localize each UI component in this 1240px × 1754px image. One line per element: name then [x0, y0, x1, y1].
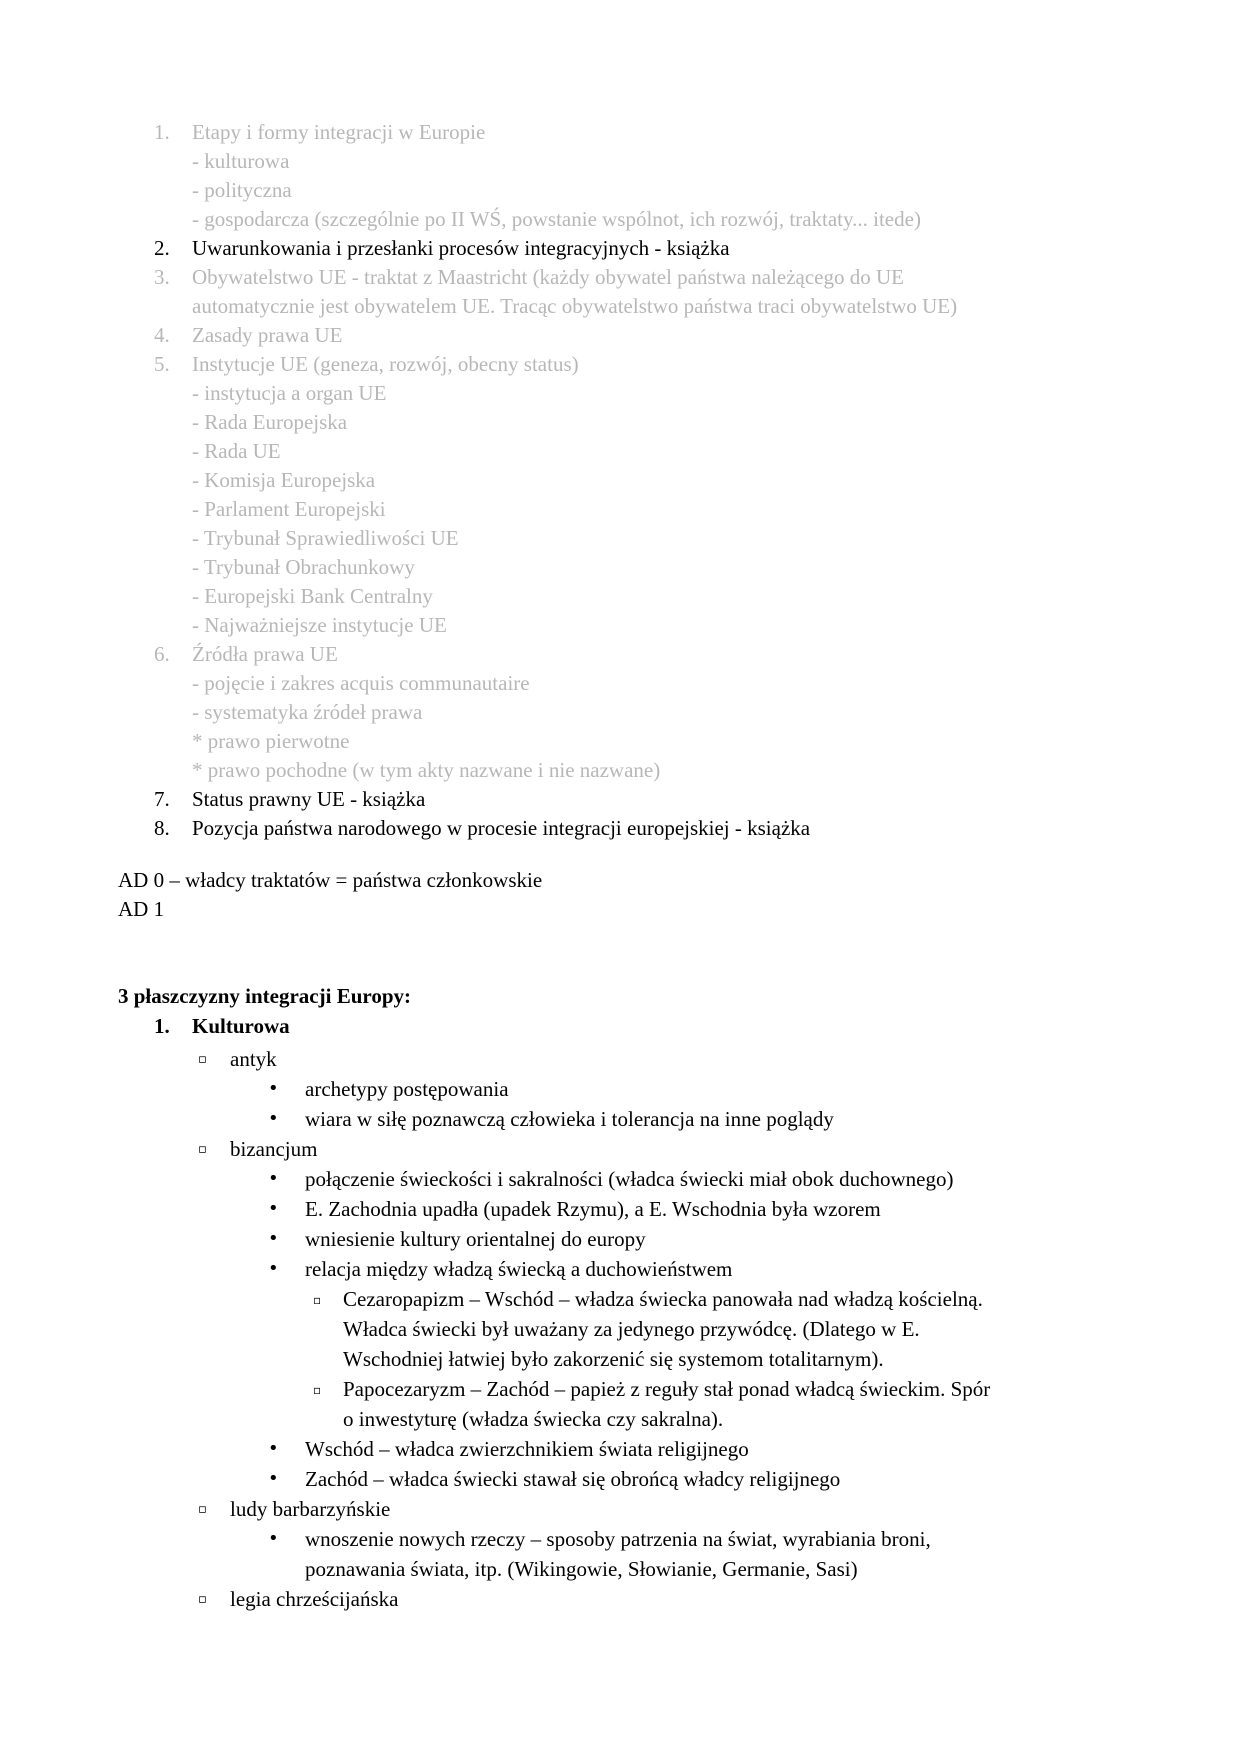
list-item-title: Etapy i formy integracji w Europie [192, 120, 486, 144]
list-item [0, 263, 1240, 321]
list-item-number: 8. [154, 816, 170, 840]
list-item-subline: - Rada UE [192, 439, 281, 463]
square-bullet-icon: ▫ [198, 1142, 207, 1157]
square-bullet-icon: ▫ [198, 1502, 207, 1517]
list-item-title: Instytucje UE (geneza, rozwój, obecny status) [192, 352, 579, 376]
outline-item-text: Wschód – władca zwierzchnikiem świata religijnego [305, 1437, 749, 1461]
list-item [0, 118, 1240, 234]
list-item-number: 4. [154, 323, 170, 347]
list-item-title: Źródła prawa UE [192, 642, 338, 666]
list-item-subline: - polityczna [192, 178, 292, 202]
outline-item-text: E. Zachodnia upadła (upadek Rzymu), a E. Wschodnia była wzorem [305, 1197, 881, 1221]
outline-item-text: Wschodniej łatwiej było zakorzenić się systemom totalitarnym). [343, 1347, 884, 1371]
list-item-subline: - Europejski Bank Centralny [192, 584, 433, 608]
bullet-icon: • [268, 1168, 279, 1189]
list-item [0, 234, 1240, 263]
list-item [0, 785, 1240, 814]
list-item-subline: - Trybunał Sprawiedliwości UE [192, 526, 459, 550]
outline-item [0, 1194, 1240, 1224]
list-item-subline: - pojęcie i zakres acquis communautaire [192, 671, 530, 695]
outline-item [0, 1224, 1240, 1254]
outline-list [0, 1044, 1240, 1614]
list-item [0, 350, 1240, 640]
outline-item-text: połączenie świeckości i sakralności (władca świecki miał obok duchownego) [305, 1167, 954, 1191]
outline-item [0, 1104, 1240, 1134]
bullet-icon: • [268, 1078, 279, 1099]
list-item-title: Uwarunkowania i przesłanki procesów integracyjnych - książka [192, 236, 730, 260]
outline-item-text: Papocezaryzm – Zachód – papież z reguły stał ponad władcą świeckim. Spór [343, 1377, 991, 1401]
outline-item-text: archetypy postępowania [305, 1077, 509, 1101]
ad-line-0: AD 0 – władcy traktatów = państwa członkowskie [118, 868, 543, 892]
list-item-title: Zasady prawa UE [192, 323, 343, 347]
square-bullet-icon: ▫ [198, 1052, 207, 1067]
outline-item [0, 1044, 1240, 1074]
bullet-icon: • [268, 1108, 279, 1129]
list-item-subline: - Parlament Europejski [192, 497, 386, 521]
outline-item [0, 1254, 1240, 1284]
list-item-number: 5. [154, 352, 170, 376]
list-item-subline: - Trybunał Obrachunkowy [192, 555, 415, 579]
outline-item-text: bizancjum [230, 1137, 318, 1161]
list-item-subline: automatycznie jest obywatelem UE. Tracąc obywatelstwo państwa traci obywatelstwo UE) [192, 294, 958, 318]
outline-item [0, 1164, 1240, 1194]
ad-notes [118, 866, 542, 924]
outline-item [0, 1464, 1240, 1494]
list-item-subline: - Rada Europejska [192, 410, 348, 434]
list-item-title: Obywatelstwo UE - traktat z Maastricht (każdy obywatel państwa należącego do UE [192, 265, 904, 289]
outline-item-text: ludy barbarzyńskie [230, 1497, 391, 1521]
outline-item-text: Zachód – władca świecki stawał się obrońcą władcy religijnego [305, 1467, 841, 1491]
section-subheading [154, 1012, 290, 1041]
outline-item-text: Władca świecki był uważany za jedynego przywódcę. (Dlatego w E. [343, 1317, 920, 1341]
outline-item-text: wnoszenie nowych rzeczy – sposoby patrzenia na świat, wyrabiania broni, [305, 1527, 931, 1551]
subheading-number: 1. [154, 1014, 170, 1038]
list-item [0, 321, 1240, 350]
list-item-subline: - Komisja Europejska [192, 468, 376, 492]
list-item-subline: - instytucja a organ UE [192, 381, 387, 405]
square-bullet-icon: ▫ [198, 1592, 207, 1607]
list-item-subline: - Najważniejsze instytucje UE [192, 613, 447, 637]
list-item-number: 2. [154, 236, 170, 260]
topics-list [0, 118, 1240, 843]
outline-item [0, 1284, 1240, 1374]
list-item [0, 814, 1240, 843]
outline-item [0, 1434, 1240, 1464]
list-item-number: 3. [154, 265, 170, 289]
outline-item [0, 1494, 1240, 1524]
list-item [0, 640, 1240, 785]
list-item-subline: - gospodarcza (szczególnie po II WŚ, powstanie wspólnot, ich rozwój, traktaty... itede) [192, 207, 921, 231]
bullet-icon: • [268, 1258, 279, 1279]
outline-item [0, 1584, 1240, 1614]
list-item-title: Pozycja państwa narodowego w procesie integracji europejskiej - książka [192, 816, 811, 840]
outline-item-text: antyk [230, 1047, 277, 1071]
list-item-subline: - systematyka źródeł prawa [192, 700, 423, 724]
bullet-icon: • [268, 1528, 279, 1549]
list-item-number: 6. [154, 642, 170, 666]
subheading-label: Kulturowa [192, 1014, 290, 1038]
list-item-number: 1. [154, 120, 170, 144]
bullet-icon: • [268, 1438, 279, 1459]
list-item-number: 7. [154, 787, 170, 811]
list-item-subline: - kulturowa [192, 149, 290, 173]
square-bullet-icon: ▫ [313, 1293, 322, 1307]
list-item-subline: * prawo pochodne (w tym akty nazwane i nie nazwane) [192, 758, 661, 782]
outline-item [0, 1074, 1240, 1104]
outline-item [0, 1134, 1240, 1164]
outline-item-text: poznawania świata, itp. (Wikingowie, Słowianie, Germanie, Sasi) [305, 1557, 858, 1581]
outline-item-text: legia chrześcijańska [230, 1587, 399, 1611]
list-item-subline: * prawo pierwotne [192, 729, 350, 753]
bullet-icon: • [268, 1198, 279, 1219]
outline-item-text: Cezaropapizm – Wschód – władza świecka panowała nad władzą kościelną. [343, 1287, 983, 1311]
outline-item [0, 1374, 1240, 1434]
outline-item-text: wiara w siłę poznawczą człowieka i tolerancja na inne poglądy [305, 1107, 834, 1131]
outline-item-text: wniesienie kultury orientalnej do europy [305, 1227, 646, 1251]
bullet-icon: • [268, 1468, 279, 1489]
list-item-title: Status prawny UE - książka [192, 787, 426, 811]
ad-line-1: AD 1 [118, 897, 165, 921]
bullet-icon: • [268, 1228, 279, 1249]
square-bullet-icon: ▫ [313, 1383, 322, 1397]
outline-item [0, 1524, 1240, 1584]
outline-item-text: o inwestyturę (władza świecka czy sakralna). [343, 1407, 724, 1431]
section-heading: 3 płaszczyzny integracji Europy: [118, 984, 411, 1008]
outline-item-text: relacja między władzą świecką a duchowieństwem [305, 1257, 733, 1281]
